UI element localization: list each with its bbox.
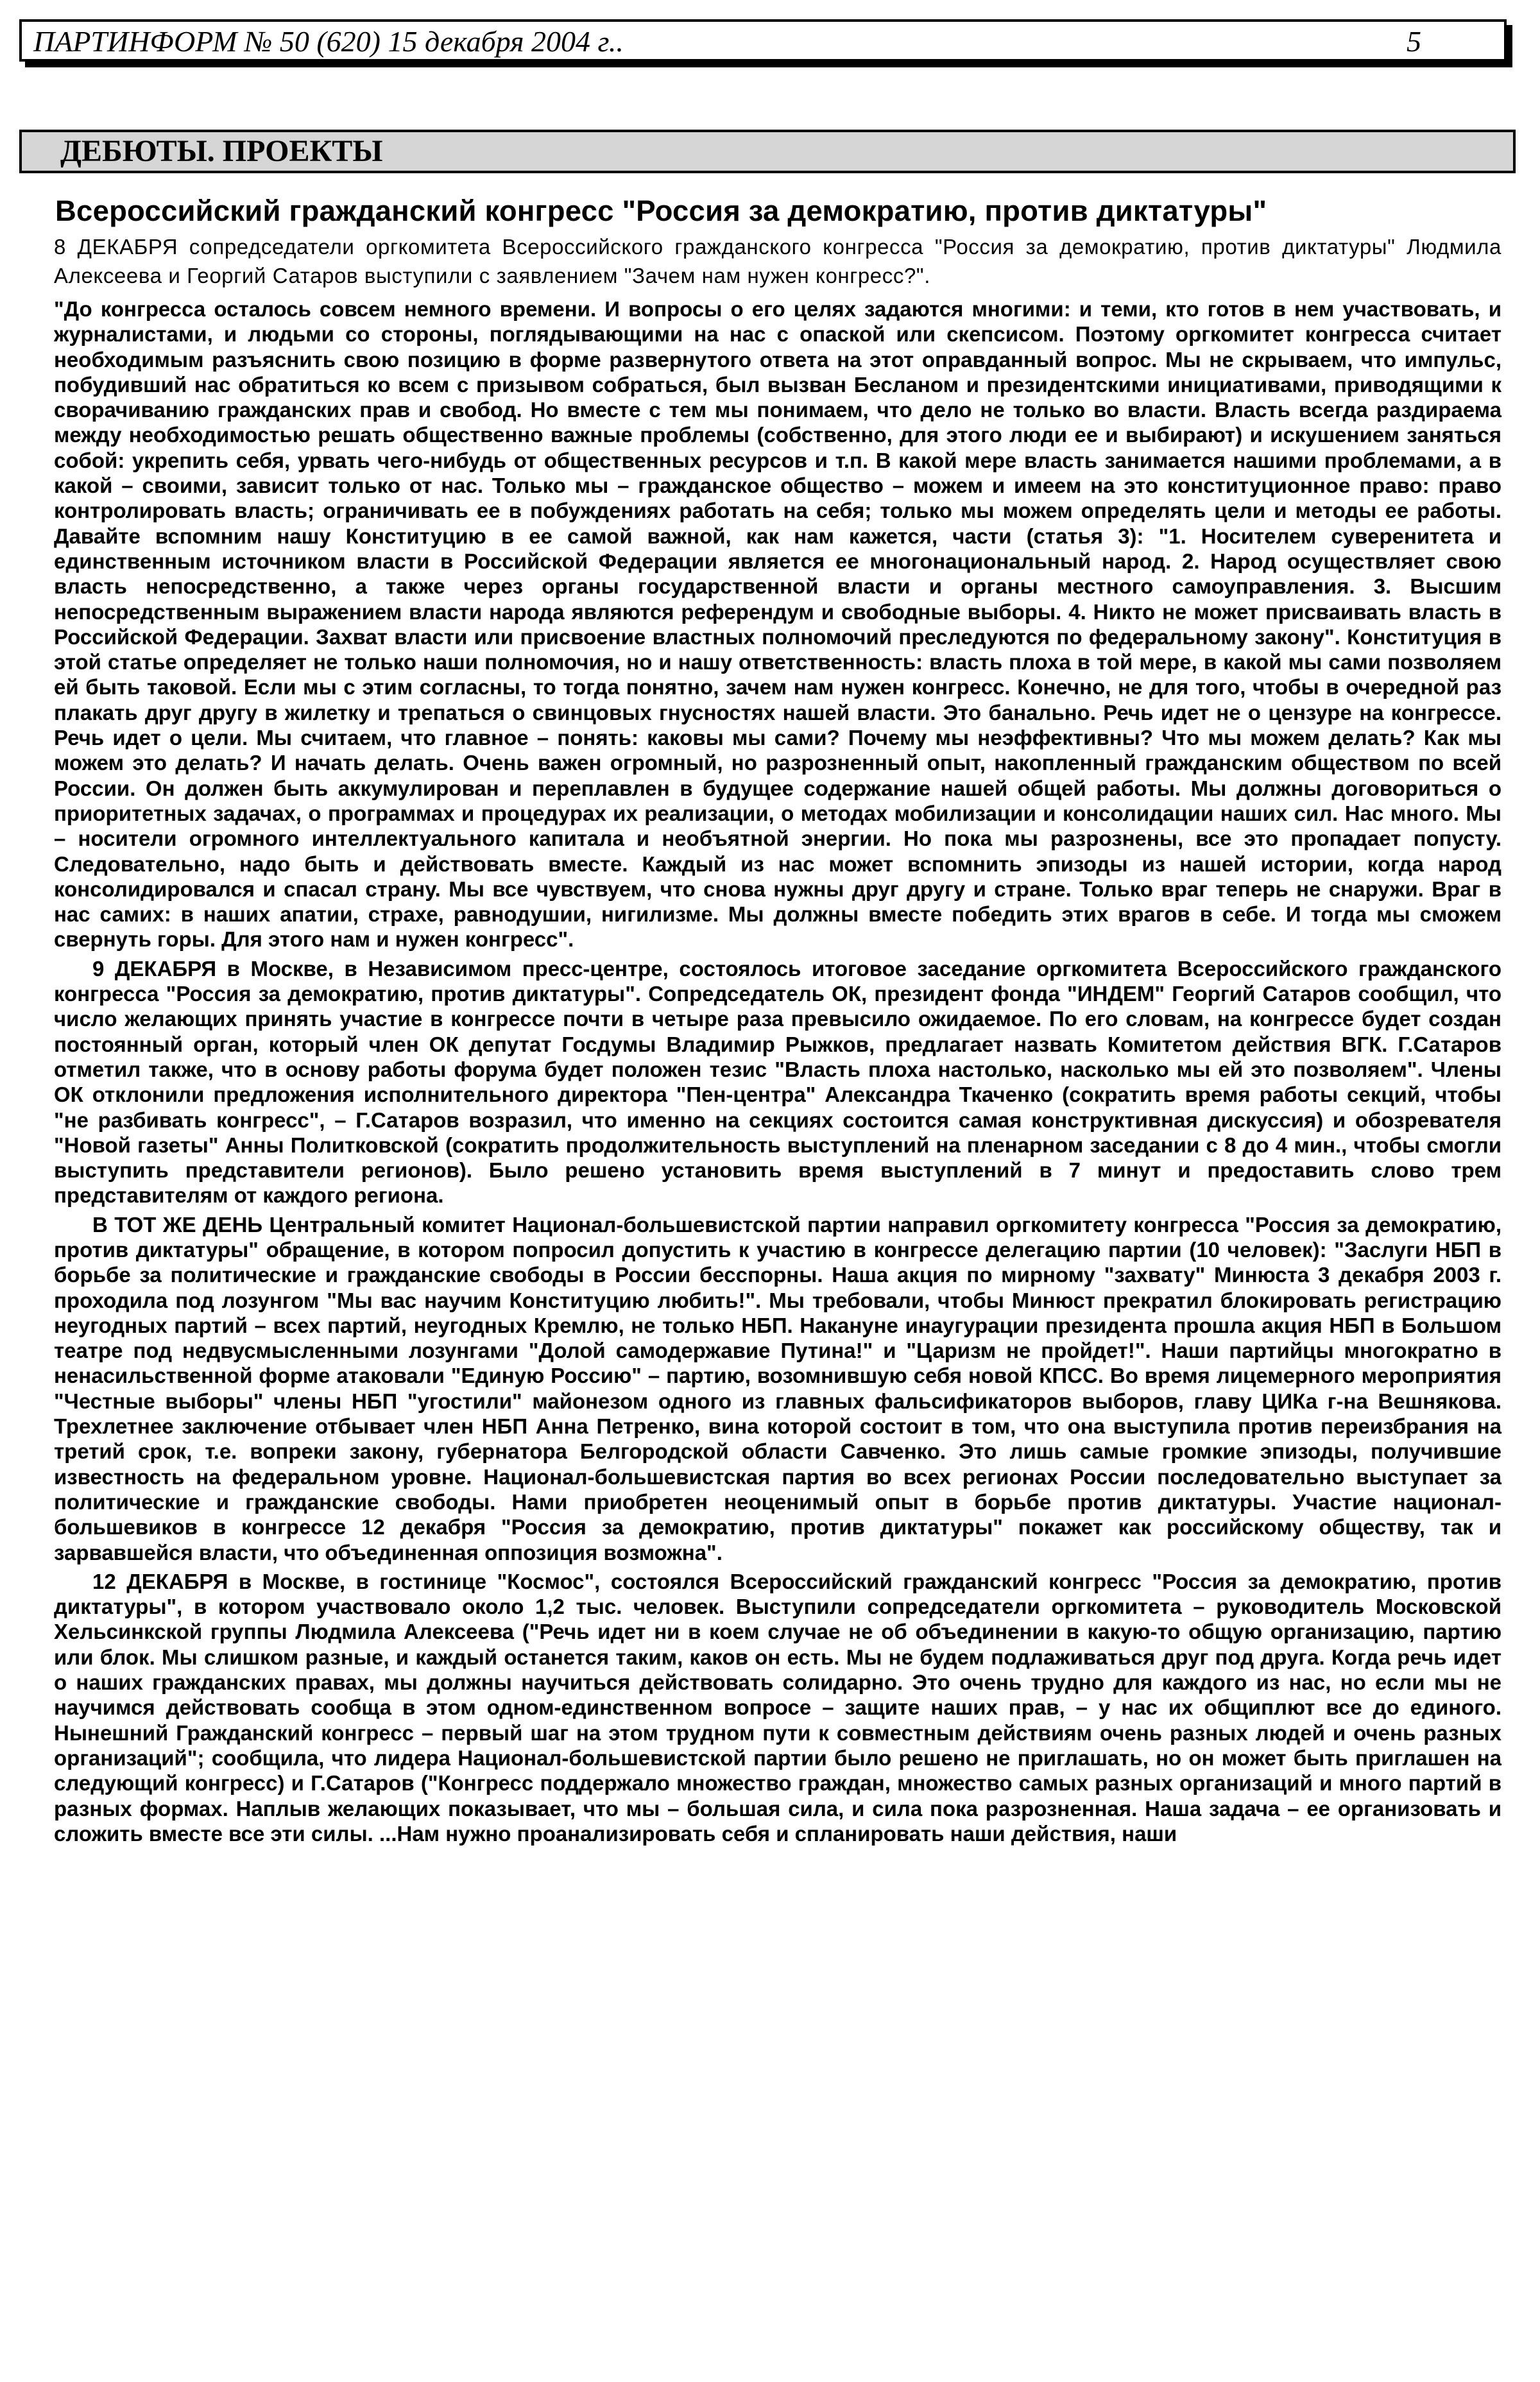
- article-paragraph: 12 ДЕКАБРЯ в Москве, в гостинице "Космос", состоялся Всероссийский гражданский конгресс "Россия за демократию, против диктатуры", в котором участвовало около 1,2 тыс. человек. Выступили сопредседатели оргкомитета – руководитель Московской Хельсинкской группы Людмила Алексеева ("Речь идет ни в коем случае не об объединении в какую-то общую организацию, партию или блок. Мы слишком разные, и каждый останется таким, каков он есть. Мы не будем подлаживаться друг под друга. Когда речь идет о наших гражданских правах, мы должны научиться действовать солидарно. Это очень трудно для каждого из нас, но если мы не научимся действовать сообща в этом одном-единственном вопросе – защите наших прав, – у нас их общиплют все до единого. Нынешний Гражданский конгресс – первый шаг на этом трудном пути к совместным действиям очень разных людей и очень разных организаций"; сообщила, что лидера Национал-большевистской партии было решено не приглашать, но он может быть приглашен на следующий конгресс) и Г.Сатаров ("Конгресс поддержало множество граждан, множество самых разных организаций и много партий в разных формах. Наплыв желающих показывает, что мы – большая сила, и сила пока разрозненная. Наша задача – ее организовать и сложить вместе все эти силы. ...Нам нужно проанализировать себя и спланировать наши действия, наши: [54, 1569, 1502, 1846]
- article-paragraph: В ТОТ ЖЕ ДЕНЬ Центральный комитет Национал-большевистской партии направил оргкомитету конгресса "Россия за демократию, против диктатуры" обращение, в котором попросил допустить к участию в конгрессе делегацию партии (10 человек): "Заслуги НБП в борьбе за политические и гражданские свободы в России бесспорны. Наша акция по мирному "захвату" Минюста 3 декабря 2003 г. проходила под лозунгом "Мы вас научим Конституцию любить!". Мы требовали, чтобы Минюст прекратил блокировать регистрацию неугодных партий – всех партий, неугодных Кремлю, не только НБП. Накануне инаугурации президента прошла акция НБП в Большом театре под недвусмысленными лозунгами "Долой самодержавие Путина!" и "Царизм не пройдет!". Наши партийцы многократно в ненасильственной форме атаковали "Единую Россию" – партию, возомнившую себя новой КПСС. Во время лицемерного мероприятия "Честные выборы" члены НБП "угостили" майонезом одного из главных фальсификаторов выборов, главу ЦИКа г-на Вешнякова. Трехлетнее заключение отбывает член НБП Анна Петренко, вина которой состоит в том, что она выступила против переизбрания на третий срок, т.е. вопреки закону, губернатора Белгородской области Савченко. Это лишь самые громкие эпизоды, получившие известность на федеральном уровне. Национал-большевистская партия во всех регионах России последовательно выступает за политические и гражданские свободы. Нами приобретен неоценимый опыт в борьбе против диктатуры. Участие национал-большевиков в конгрессе 12 декабря "Россия за демократию, против диктатуры" покажет как российскому обществу, так и зарвавшейся власти, что объединенная оппозиция возможна".: [54, 1212, 1502, 1564]
- article-paragraph: 9 ДЕКАБРЯ в Москве, в Независимом пресс-центре, состоялось итоговое заседание оргкомитета Всероссийского гражданского конгресса "Россия за демократию, против диктатуры". Сопредседатель ОК, президент фонда "ИНДЕМ" Георгий Сатаров сообщил, что число желающих принять участие в конгрессе почти в четыре раза превысило ожидаемое. По его словам, на конгрессе будет создан постоянный орган, который член ОК депутат Госдумы Владимир Рыжков, предлагает назвать Комитетом действия ВГК. Г.Сатаров отметил также, что в основу работы форума будет положен тезис "Власть плоха настолько, насколько мы ей это позволяем". Члены ОК отклонили предложения исполнительного директора "Пен-центра" Александра Ткаченко (сократить время работы секций, чтобы "не разбивать конгресс", – Г.Сатаров возразил, что именно на секциях состоится самая конструктивная дискуссия) и обозревателя "Новой газеты" Анны Политковской (сократить продолжительность выступлений на пленарном заседании с 8 до 4 мин., чтобы смогли выступить представители регионов). Было решено установить время выступлений в 7 минут и предоставить слово трем представителям от каждого региона.: [54, 956, 1502, 1208]
- running-header: [19, 19, 1507, 62]
- issue-title: ПАРТИНФОРМ № 50 (620) 15 декабря 2004 г..: [33, 25, 624, 58]
- article-body: [54, 232, 1502, 1850]
- page-number: 5: [1407, 25, 1421, 58]
- article-paragraph: "До конгресса осталось совсем немного времени. И вопросы о его целях задаются многими: и теми, кто готов в нем участвовать, и журналистами, и людьми со стороны, поглядывающими на нас с опаской или скепсисом. Поэтому оргкомитет конгресса считает необходимым разъяснить свою позицию в форме развернутого ответа на этот оправданный вопрос. Мы не скрываем, что импульс, побудивший нас обратиться ко всем с призывом собраться, был вызван Бесланом и президентскими инициативами, приводящими к сворачиванию гражданских прав и свобод. Но вместе с тем мы понимаем, что дело не только во власти. Власть всегда раздираема между необходимостью решать общественно важные проблемы (собственно, для этого люди ее и выбирают) и искушением заняться собой: укрепить себя, урвать чего-нибудь от общественных ресурсов и т.п. В какой мере власть занимается нашими проблемами, а в какой – своими, зависит только от нас. Только мы – гражданское общество – можем и имеем на это конституционное право: право контролировать власть; ограничивать ее в побуждениях работать на себя; только мы можем определять цели и методы ее работы. Давайте вспомним нашу Конституцию в ее самой важной, как нам кажется, части (статья 3): "1. Носителем суверенитета и единственным источником власти в Российской Федерации является ее многонациональный народ. 2. Народ осуществляет свою власть непосредственно, а также через органы государственной власти и органы местного самоуправления. 3. Высшим непосредственным выражением власти народа являются референдум и свободные выборы. 4. Никто не может присваивать власть в Российской Федерации. Захват власти или присвоение властных полномочий преследуются по федеральному закону". Конституция в этой статье определяет не только наши полномочия, но и нашу ответственность: власть плоха в той мере, в какой мы сами позволяем ей быть таковой. Если мы с этим согласны, то тогда понятно, зачем нам нужен конгресс. Конечно, не для того, чтобы в очередной раз плакать друг другу в жилетку и трепаться о свинцовых гнусностях нашей власти. Это банально. Речь идет не о цензуре на конгрессе. Речь идет о цели. Мы считаем, что главное – понять: каковы мы сами? Почему мы неэффективны? Что мы можем делать? Как мы можем это делать? И начать делать. Очень важен огромный, но разрозненный опыт, накопленный гражданским обществом по всей России. Он должен быть аккумулирован и переплавлен в будущее содержание нашей общей работы. Мы должны договориться о приоритетных задачах, о программах и процедурах их реализации, о методах мобилизации и консолидации наших сил. Нас много. Мы – носители огромного интеллектуального капитала и необъятной энергии. Но пока мы разрознены, все это пропадает попусту. Следовательно, надо быть и действовать вместе. Каждый из нас может вспомнить эпизоды из нашей истории, когда народ консолидировался и спасал страну. Мы все чувствуем, что снова нужны друг другу и стране. Только враг теперь не снаружи. Враг в нас самих: в наших апатии, страхе, равнодушии, нигилизме. Мы должны вместе победить этих врагов в себе. И тогда мы сможем свернуть горы. Для этого нам и нужен конгресс".: [54, 297, 1502, 952]
- section-banner: [19, 130, 1516, 173]
- article-headline: Всероссийский гражданский конгресс "Россия за демократию, против диктатуры": [55, 194, 1267, 227]
- section-label: ДЕБЮТЫ. ПРОЕКТЫ: [60, 134, 383, 168]
- article-lead: 8 ДЕКАБРЯ сопредседатели оргкомитета Всероссийского гражданского конгресса "Россия за демократию, против диктатуры" Людмила Алексеева и Георгий Сатаров выступили с заявлением "Зачем нам нужен конгресс?".: [54, 235, 1502, 287]
